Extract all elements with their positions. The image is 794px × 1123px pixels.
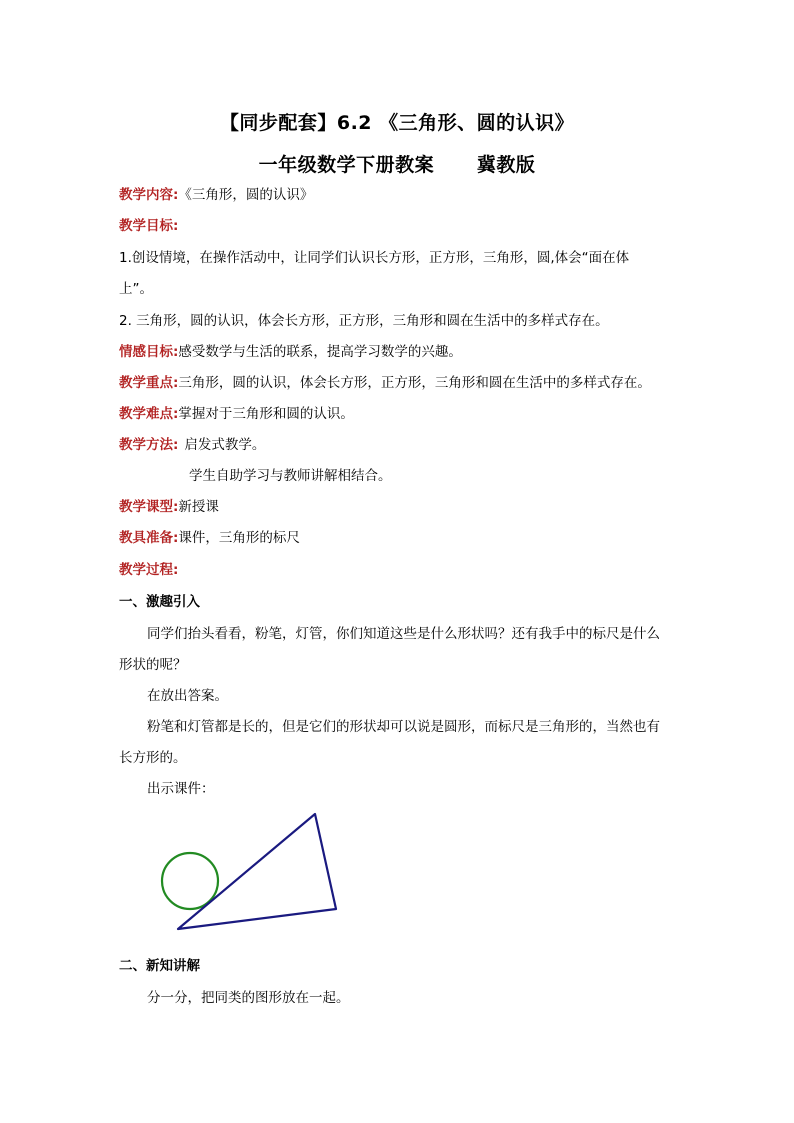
lesson-type-line (119, 498, 219, 516)
difficulties-label: 教学难点: (119, 406, 179, 422)
lesson-type-label: 教学课型: (119, 499, 179, 515)
materials-line (119, 529, 300, 547)
goal-item-2: 2. 三角形，圆的认识，体会长方形，正方形，三角形和圆在生活中的多样式存在。 (119, 313, 609, 329)
shapes-figure (150, 808, 350, 938)
section-2-heading: 二、新知讲解 (119, 958, 200, 974)
goal-item-1-line-2: 上”。 (119, 281, 153, 297)
teaching-content-label: 教学内容: (119, 187, 179, 203)
methods-text-2: 学生自助学习与教师讲解相结合。 (189, 468, 392, 484)
key-points-text: 三角形，圆的认识，体会长方形，正方形，三角形和圆在生活中的多样式存在。 (178, 375, 651, 391)
section-2-paragraph-1: 分一分，把同类的图形放在一起。 (147, 990, 350, 1006)
emotion-goal-text: 感受数学与生活的联系，提高学习数学的兴趣。 (178, 344, 462, 360)
document-title: 【同步配套】6.2 《三角形、圆的认识》 (219, 112, 575, 134)
section-1-paragraph-2: 在放出答案。 (147, 688, 228, 704)
difficulties-text: 掌握对于三角形和圆的认识。 (178, 406, 354, 422)
key-points-label: 教学重点: (119, 375, 179, 391)
process-line (119, 561, 178, 579)
section-1-paragraph-3-line-2: 长方形的。 (119, 750, 187, 766)
methods-line (119, 436, 265, 454)
circle-shape (162, 853, 218, 909)
triangle-shape (178, 814, 336, 929)
key-points-line (119, 374, 651, 392)
section-1-heading: 一、激趣引入 (119, 594, 200, 610)
section-1-paragraph-1-line-2: 形状的呢？ (119, 657, 187, 673)
teaching-content-line (119, 186, 313, 204)
section-1-paragraph-4: 出示课件： (147, 781, 215, 797)
document-subtitle: 一年级数学下册教案 冀教版 (258, 154, 536, 176)
goal-item-1-line-1: 1.创设情境，在操作活动中，让同学们认识长方形，正方形，三角形，圆,体会“面在体 (119, 250, 630, 266)
materials-label: 教具准备: (119, 530, 179, 546)
teaching-goals-line (119, 217, 178, 235)
lesson-type-text: 新授课 (178, 499, 219, 515)
teaching-goals-label: 教学目标: (119, 218, 179, 234)
emotion-goal-label: 情感目标: (119, 344, 179, 360)
process-label: 教学过程: (119, 562, 179, 578)
section-1-paragraph-1-line-1: 同学们抬头看看，粉笔，灯管，你们知道这些是什么形状吗？还有我手中的标尺是什么 (147, 626, 660, 642)
teaching-content-text: 《三角形，圆的认识》 (178, 187, 314, 203)
emotion-goal-line (119, 343, 462, 361)
materials-text: 课件，三角形的标尺 (178, 530, 300, 546)
difficulties-line (119, 405, 354, 423)
methods-text-1: 启发式教学。 (184, 437, 266, 453)
methods-label: 教学方法: (119, 437, 179, 453)
section-1-paragraph-3-line-1: 粉笔和灯管都是长的，但是它们的形状却可以说是圆形，而标尺是三角形的，当然也有 (147, 719, 660, 735)
